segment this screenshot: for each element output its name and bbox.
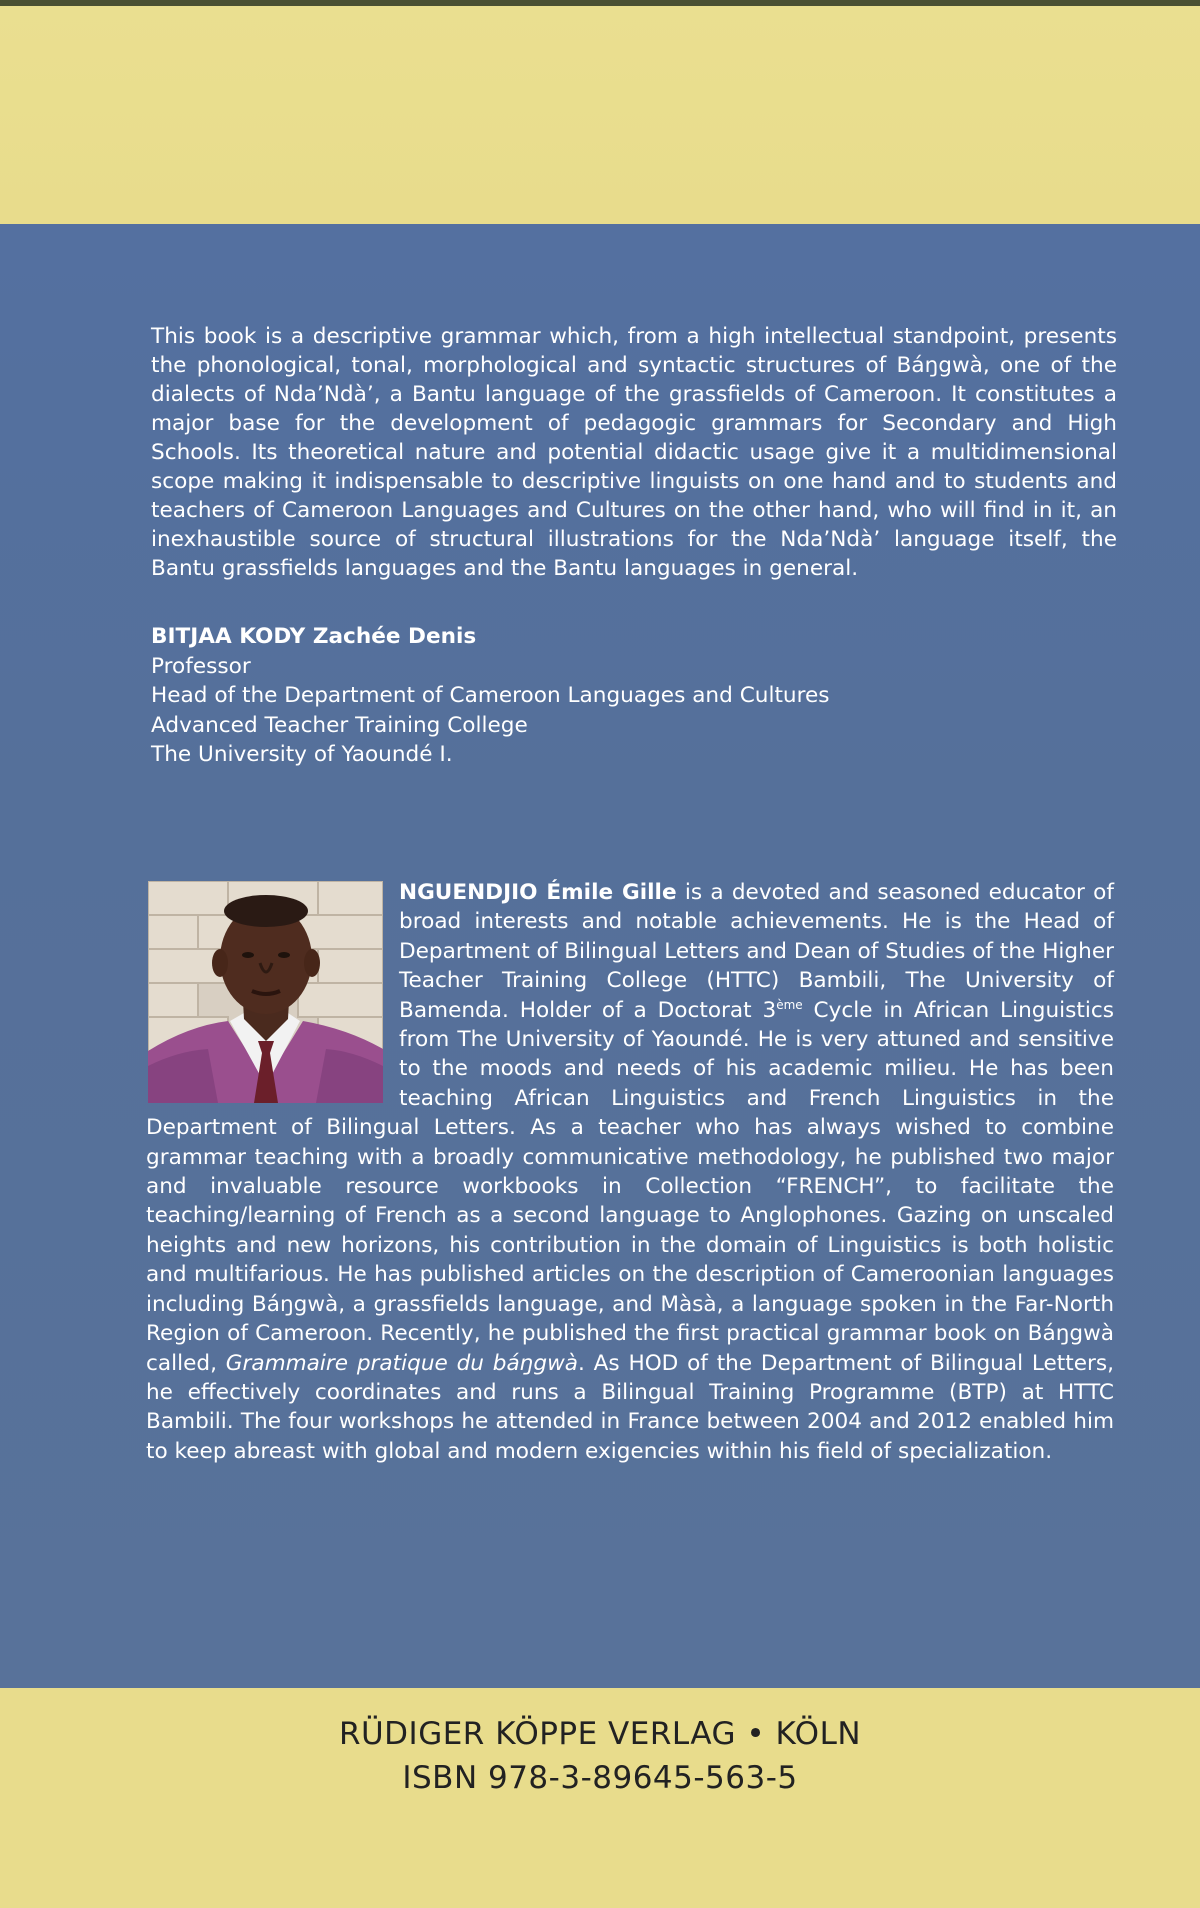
endorser-institution: Advanced Teacher Training College xyxy=(151,712,528,738)
author-bio-text-1: is a devoted and seasoned educator of broad interests and notable achievements. He is the Head of Department of Bilingual Letters and Dean of Studies of the Higher Teacher Training College (HTTC) Bambili, The University of Bamenda. Holder of a Doctorat 3 xyxy=(399,880,1114,1023)
endorser-title: Professor xyxy=(151,653,251,679)
isbn-number: ISBN 978-3-89645-563-5 xyxy=(402,1760,798,1796)
publisher-name: RÜDIGER KÖPPE VERLAG • KÖLN xyxy=(338,1716,862,1752)
endorser-block xyxy=(151,622,951,770)
top-yellow-band xyxy=(0,0,1200,224)
author-biography xyxy=(146,878,1114,1466)
photo-spacer xyxy=(146,878,399,1110)
author-bio-text-2: Cycle in African Linguistics from The University of Yaoundé. He is very attuned and sensitive to the moods and needs of his academic milieu. He has been teaching African Linguistics and French Linguistics in the Department of Bilingual Letters. As a teacher who has always wished to combine grammar teaching with a broadly communicative methodology, he published two major and invaluable resource workbooks in Collection “FRENCH”, to facilitate the teaching/learning of French as a second language to Anglophones. Gazing on unscaled heights and new horizons, his contribution in the domain of Linguistics is both holistic and multifarious. He has published articles on the description of Cameroonian languages including Báŋgwà, a grassfields language, and Màsà, a language spoken in the Far-North Region of Cameroon. Recently, he published the first practical grammar book on Báŋgwà called, xyxy=(146,997,1115,1376)
endorser-position: Head of the Department of Cameroon Languages and Cultures xyxy=(151,683,830,708)
endorser-university: The University of Yaoundé I. xyxy=(151,742,453,767)
author-bio-superscript: ème xyxy=(776,997,803,1012)
author-book-title: Grammaire pratique du báŋgwà xyxy=(225,1350,578,1376)
author-name: NGUENDJIO Émile Gille xyxy=(399,880,677,905)
endorser-name: BITJAA KODY Zachée Denis xyxy=(151,624,477,649)
author-bio-text-3: . As HOD of the Department of Bilingual Letters, he effectively coordinates and runs a Bilingual Training Programme (BTP) at HTTC Bambili. The four workshops he attended in France between 2004 and 2012 enabled him to keep abreast with global and modern exigencies within his field of specialization. xyxy=(146,1350,1115,1464)
bottom-yellow-band xyxy=(0,1688,1200,1908)
book-blurb: This book is a descriptive grammar which, from a high intellectual standpoint, presents the phonological, tonal, morphological and syntactic structures of Báŋgwà, one of the dialects of Nda’Ndà’, a Bantu language of the grassfields of Cameroon. It constitutes a major base for the development of pedagogic grammars for Secondary and High Schools. Its theoretical nature and potential didactic usage give it a multidimensional scope making it indispensable to descriptive linguists on one hand and to students and teachers of Cameroon Languages and Cultures on the other hand, who will find in it, an inexhaustible source of structural illustrations for the Nda’Ndà’ language itself, the Bantu grassfields languages and the Bantu languages in general. xyxy=(151,324,1117,581)
back-cover-panel xyxy=(0,224,1200,1688)
